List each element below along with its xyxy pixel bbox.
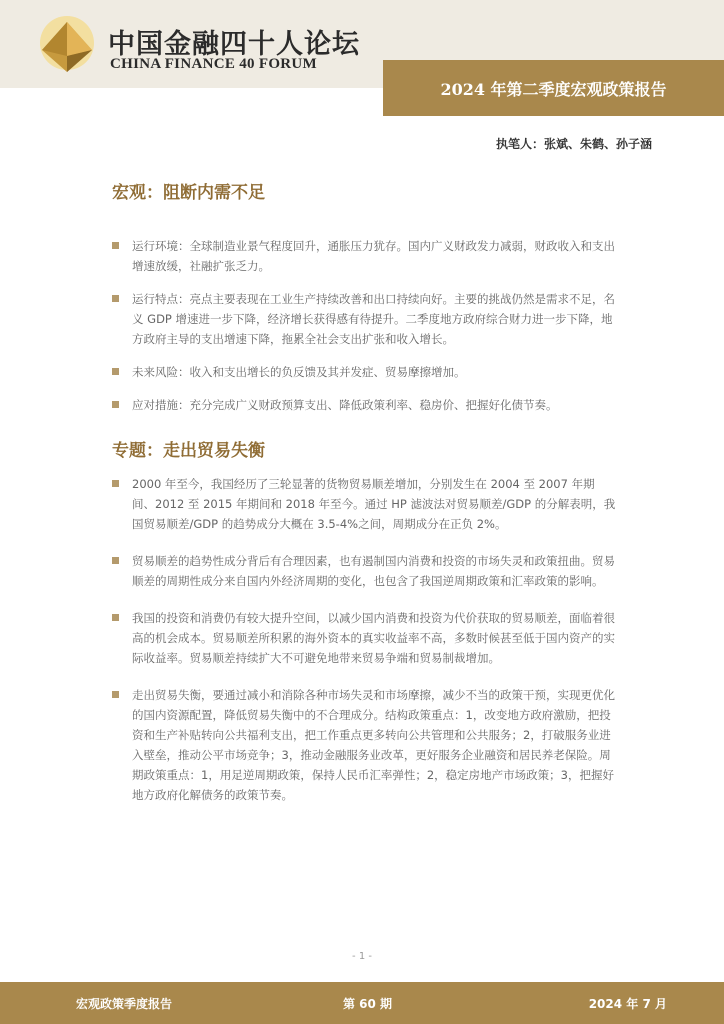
section-title-topic: 专题：走出贸易失衡 (112, 441, 265, 461)
bullet-square-icon (112, 368, 119, 375)
bullet-square-icon (112, 401, 119, 408)
bullet-text: 2000 年至今，我国经历了三轮显著的货物贸易顺差增加，分别发生在 2004 至 2007 年期间、2012 至 2015 年期间和 2018 年至今。通过 HP 滤波法对贸易顺差/GDP 的分解表明，我国贸易顺差/GDP 的趋势成分大概在 3.5-4%之间，周期成分在正负 2%。 (132, 477, 616, 531)
list-item (112, 474, 617, 534)
list-item (112, 236, 617, 276)
footer-band (0, 982, 724, 1024)
footer-report-name: 宏观政策季度报告 (76, 997, 173, 1011)
list-item (112, 362, 617, 382)
page-number: - 1 - (352, 951, 372, 962)
bullet-square-icon (112, 480, 119, 487)
brand-name-en: CHINA FINANCE 40 FORUM (110, 56, 318, 72)
footer-issue-number: 第 60 期 (343, 997, 393, 1011)
brand-name-cn: 中国金融四十人论坛 (108, 29, 360, 60)
list-item (112, 289, 617, 349)
footer-date: 2024 年 7 月 (588, 997, 667, 1011)
bullet-square-icon (112, 557, 119, 564)
list-item (112, 608, 617, 668)
bullet-text: 走出贸易失衡，要通过减小和消除各种市场失灵和市场摩擦，减少不当的政策干预，实现更优化的国内资源配置，降低贸易失衡中的不合理成分。结构政策重点：1，改变地方政府激励，把投资和生产补贴转向公共福利支出，把工作重点更多转向公共管理和公共服务；2，打破服务业进入壁垒，推动公平市场竞争；3，推动金融服务业改革，更好服务企业融资和居民养老保险。周期政策重点：1，用足逆周期政策，保持人民币汇率弹性；2，稳定房地产市场政策；3，把握好地方政府化解债务的政策节奏。 (132, 688, 615, 802)
bullet-square-icon (112, 691, 119, 698)
bullet-text: 贸易顺差的趋势性成分背后有合理因素，也有遏制国内消费和投资的市场失灵和政策扭曲。贸易顺差的周期性成分来自国内外经济周期的变化，也包含了我国逆周期政策和汇率政策的影响。 (132, 554, 615, 588)
list-item (112, 395, 617, 415)
macro-bullet-list (112, 236, 617, 428)
bullet-square-icon (112, 614, 119, 621)
report-title: 2024 年第二季度宏观政策报告 (383, 60, 724, 116)
bullet-text: 应对措施：充分完成广义财政预算支出、降低政策利率、稳房价、把握好化债节奏。 (132, 398, 558, 412)
bullet-square-icon (112, 242, 119, 249)
bullet-square-icon (112, 295, 119, 302)
authors-line: 执笔人：张斌、朱鹤、孙子涵 (495, 137, 652, 151)
list-item (112, 685, 617, 805)
bullet-text: 未来风险：收入和支出增长的负反馈及其并发症、贸易摩擦增加。 (132, 365, 466, 379)
bullet-text: 运行特点：亮点主要表现在工业生产持续改善和出口持续向好。主要的挑战仍然是需求不足，名义 GDP 增速进一步下降，经济增长获得感有待提升。二季度地方政府综合财力进一步下降，地方政府主导的支出增速下降，拖累全社会支出扩张和收入增长。 (132, 292, 615, 346)
bullet-text: 我国的投资和消费仍有较大提升空间，以减少国内消费和投资为代价获取的贸易顺差，面临着很高的机会成本。贸易顺差所积累的海外资本的真实收益率不高，多数时候甚至低于国内资产的实际收益率。贸易顺差持续扩大不可避免地带来贸易争端和贸易制裁增加。 (132, 611, 615, 665)
section-title-macro: 宏观：阻断内需不足 (112, 183, 265, 203)
list-item (112, 551, 617, 591)
bullet-text: 运行环境：全球制造业景气程度回升，通胀压力犹存。国内广义财政发力减弱，财政收入和支出增速放缓，社融扩张乏力。 (132, 239, 615, 273)
forum-logo-icon (38, 14, 96, 78)
topic-bullet-list (112, 474, 617, 805)
